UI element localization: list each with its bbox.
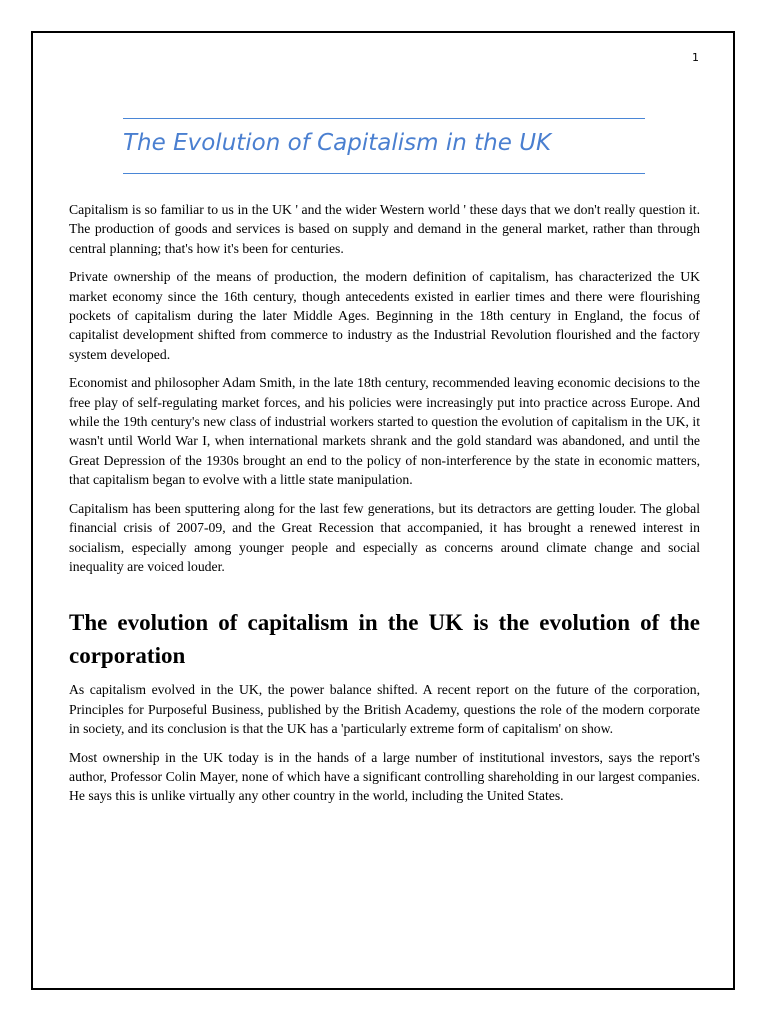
intro-paragraph-1: Capitalism is so familiar to us in the UK ' and the wider Western world ' these days that we don't really question it. The production of goods and services is based on supply and demand in the general market, rather than through central planning; that's how it's been for centuries. [69,202,700,256]
intro-paragraph-2: Private ownership of the means of production, the modern definition of capitalism, has characterized the UK market economy since the 16th century, though antecedents existed in earlier times and there were flourishing pockets of capitalism during the later Middle Ages. Beginning in the 18th century in England, the focus of capitalist development shifted from commerce to industry as the Industrial Revolution flourished and the factory system developed. [69,269,700,362]
section-heading: The evolution of capitalism in the UK is the evolution of the corporation [69,610,700,669]
intro-paragraph-3: Economist and philosopher Adam Smith, in the late 18th century, recommended leaving economic decisions to the free play of self-regulating market forces, and his policies were increasingly put into practice across Europe. And while the 19th century's new class of industrial workers started to question the evolution of capitalism in the UK, it wasn't until World War I, when international markets shrank and the gold standard was abandoned, and until the Great Depression of the 1930s brought an end to the policy of non-interference by the state in economic matters, that capitalism began to evolve with a little state manipulation. [69,375,700,488]
document-body [69,200,700,815]
page-number: 1 [692,51,699,64]
title-block [123,118,645,174]
section-paragraph-1: As capitalism evolved in the UK, the power balance shifted. A recent report on the future of the corporation, Principles for Purposeful Business, published by the British Academy, questions the role of the modern corporate in society, and its conclusion is that the UK has a 'particularly extreme form of capitalism' on show. [69,682,700,737]
section-paragraph-2: Most ownership in the UK today is in the hands of a large number of institutional investors, says the report's author, Professor Colin Mayer, none of which have a significant controlling shareholding in our largest companies. He says this is unlike virtually any other country in the world, including the United States. [69,749,700,804]
document-page [31,31,735,990]
intro-paragraph-4: Capitalism has been sputtering along for the last few generations, but its detractors are getting louder. The global financial crisis of 2007-09, and the Great Recession that accompanied, it has brought a renewed interest in socialism, especially among younger people and especially as concerns around climate change and social inequality are voiced louder. [69,500,700,574]
document-title: The Evolution of Capitalism in the UK [123,130,552,156]
